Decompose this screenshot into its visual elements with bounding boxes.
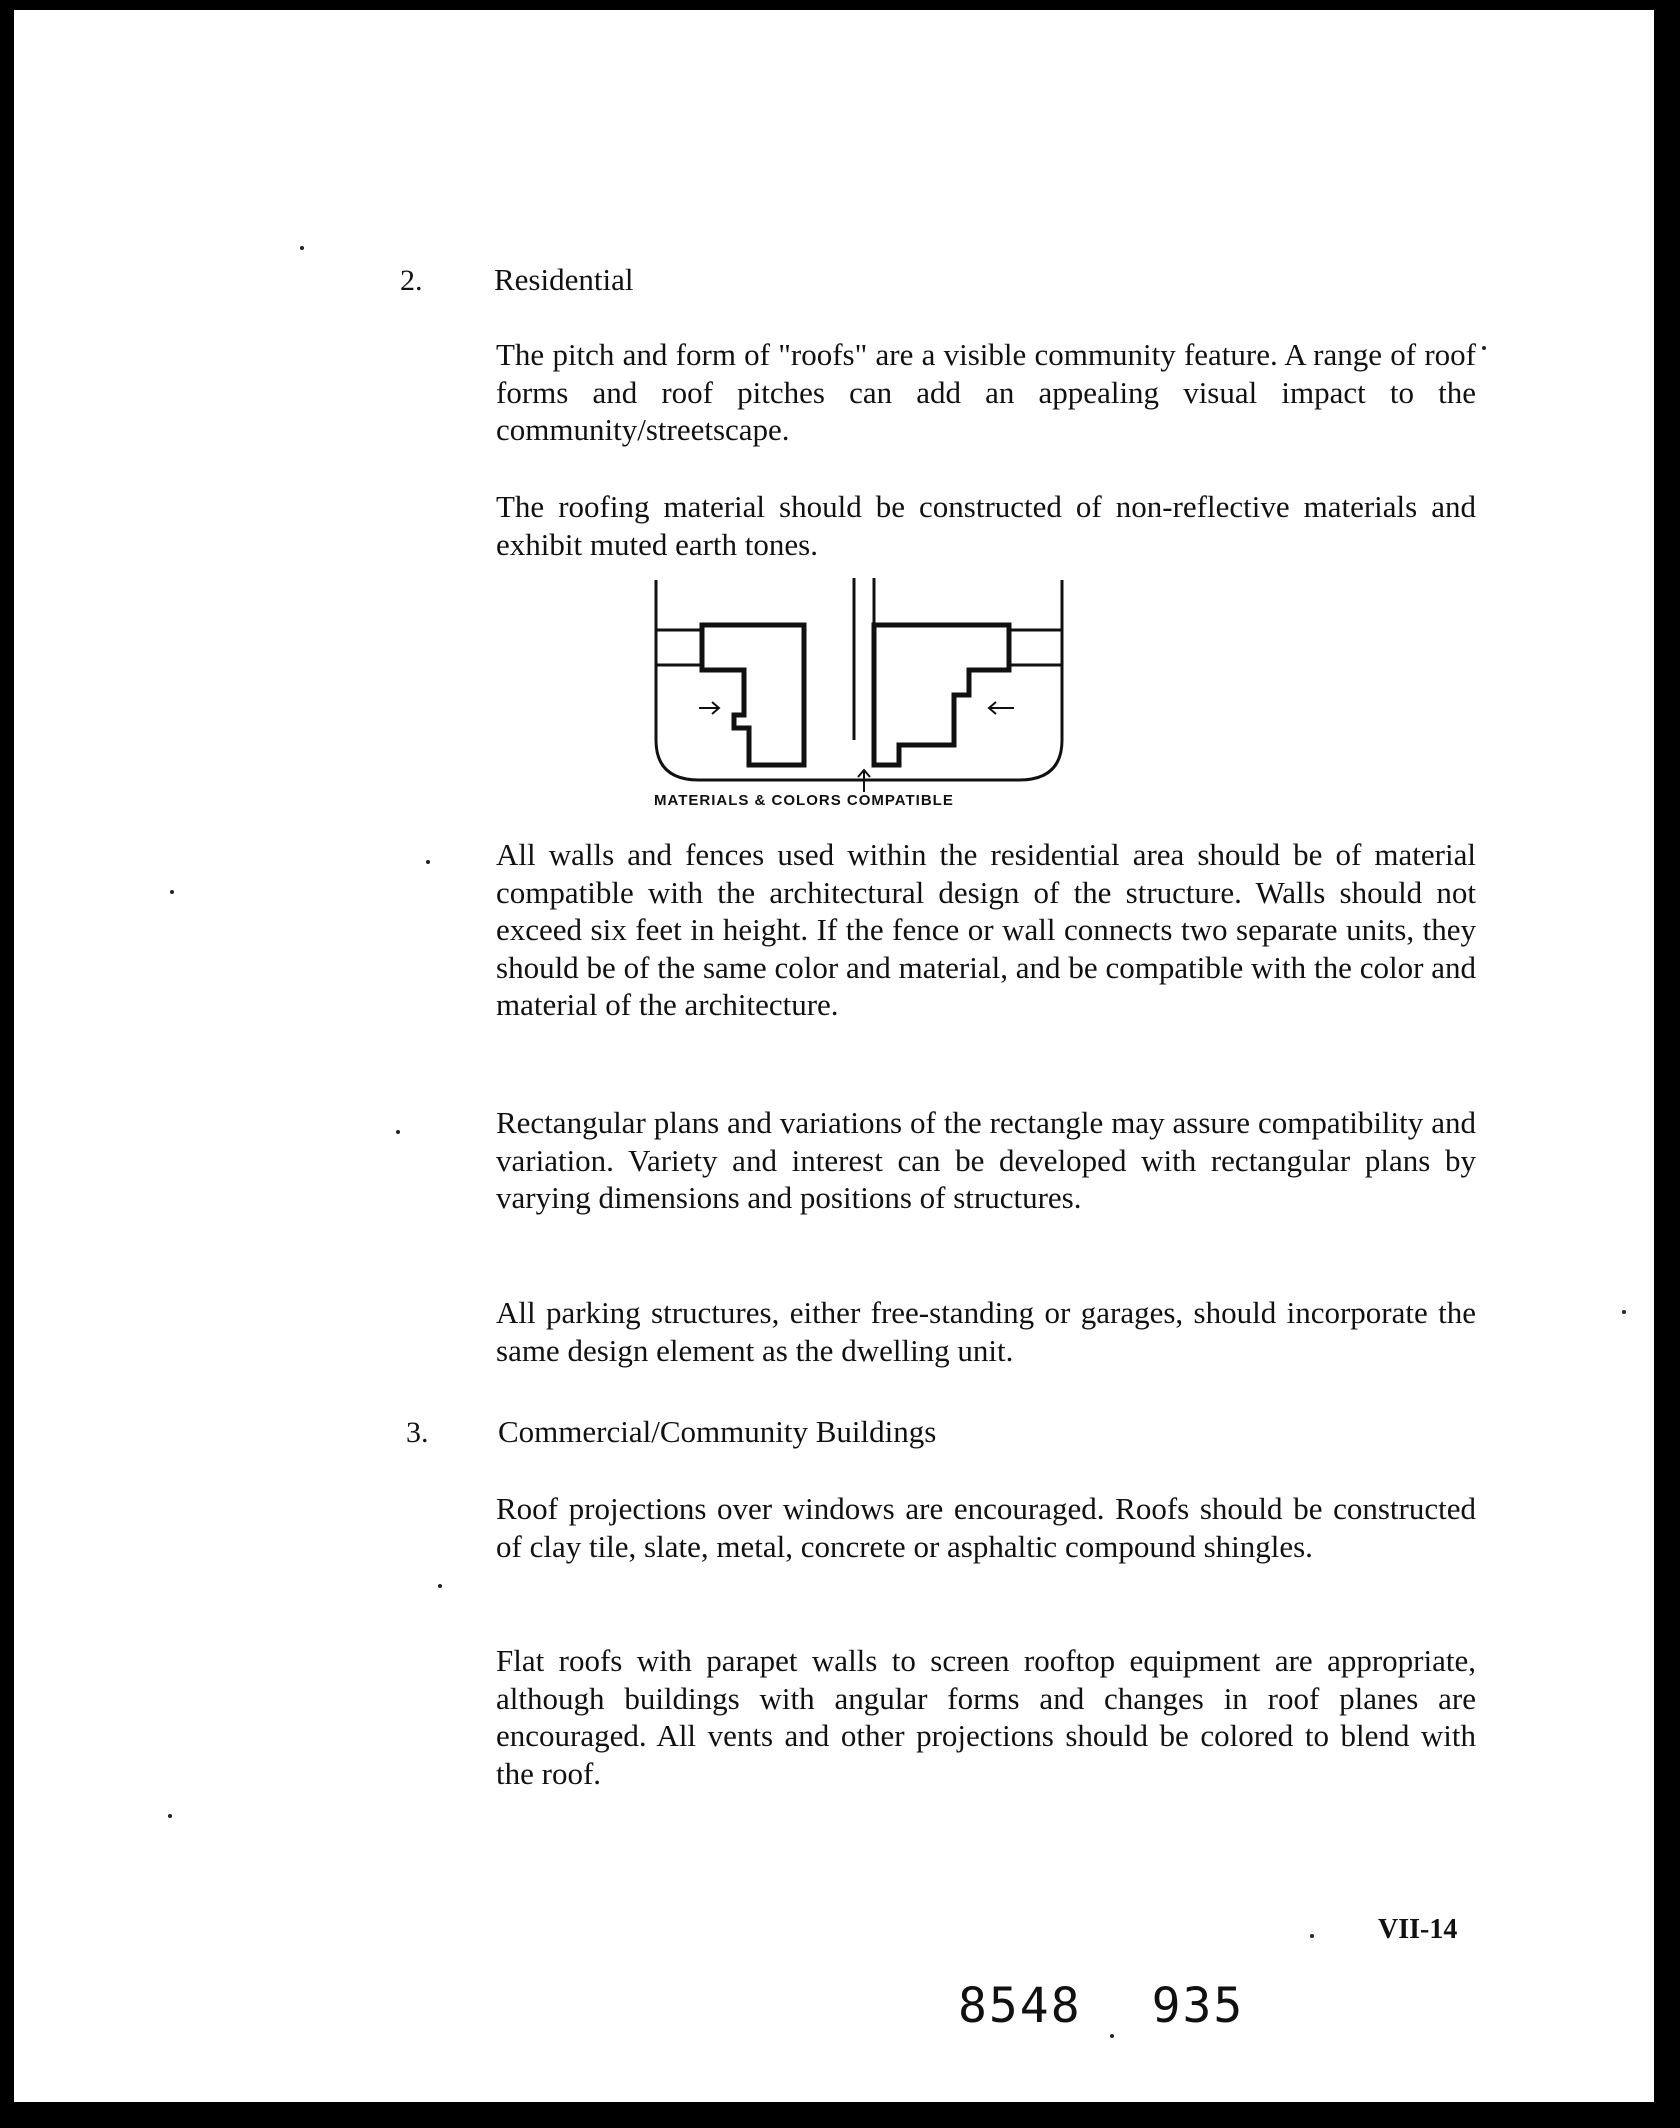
figure-caption: MATERIALS & COLORS COMPATIBLE [654,792,954,809]
section-3-number: 3. [406,1416,429,1449]
paragraph-roofing-material: The roofing material should be constructed of non-reflective materials and exhibit muted earth tones. [496,489,1476,562]
scan-speck [168,1814,172,1818]
paragraph-rectangular-plans: Rectangular plans and variations of the rectangle may assure compatibility and variation. Variety and interest can be developed with rectangular plans by varying dimensions and positions of structures. [496,1105,1476,1215]
left-building [702,625,804,765]
scan-speck [1110,2034,1114,2038]
document-number [958,1978,1244,2034]
paragraph-roof-pitch: The pitch and form of "roofs" are a visible community feature. A range of roof forms and roof pitches can add an appealing visual impact to the community/streetscape. [496,337,1476,447]
page-label: VII-14 [1378,1914,1458,1945]
arrow-right-icon [699,702,719,714]
scan-speck [300,246,304,250]
scan-speck [426,860,430,864]
paragraph-roof-projections: Roof projections over windows are encouraged. Roofs should be constructed of clay tile, slate, metal, concrete or asphaltic compound shingles. [496,1491,1476,1564]
paragraph-parking-structures: All parking structures, either free-standing or garages, should incorporate the same design element as the dwelling unit. [496,1295,1476,1368]
section-2-heading: Residential [494,262,634,297]
site-plan-diagram [644,570,1074,795]
scan-speck [1310,1934,1314,1938]
document-page [14,10,1654,2102]
doc-number-part-2: 935 [1151,1978,1245,2034]
scan-speck [438,1584,442,1588]
scan-speck [396,1130,400,1134]
lot-boundary [656,580,1062,780]
arrow-left-icon [989,702,1014,714]
section-2-number: 2. [400,264,423,297]
scan-speck [170,890,174,894]
paragraph-flat-roofs: Flat roofs with parapet walls to screen rooftop equipment are appropriate, although buildings with angular forms and changes in roof planes are encouraged. All vents and other projections should be colored to blend with the roof. [496,1643,1476,1791]
right-building [874,625,1009,765]
section-3-heading: Commercial/Community Buildings [498,1414,937,1449]
scan-speck [1622,1310,1626,1314]
scan-speck [1482,346,1486,350]
paragraph-walls-fences: All walls and fences used within the residential area should be of material compatible with the architectural design of the structure. Walls should not exceed six feet in height. If the fence or wall connects two separate units, they should be of the same color and material, and be compatible with the color and material of the architecture. [496,837,1476,1022]
doc-number-part-1: 8548 [958,1978,1082,2034]
